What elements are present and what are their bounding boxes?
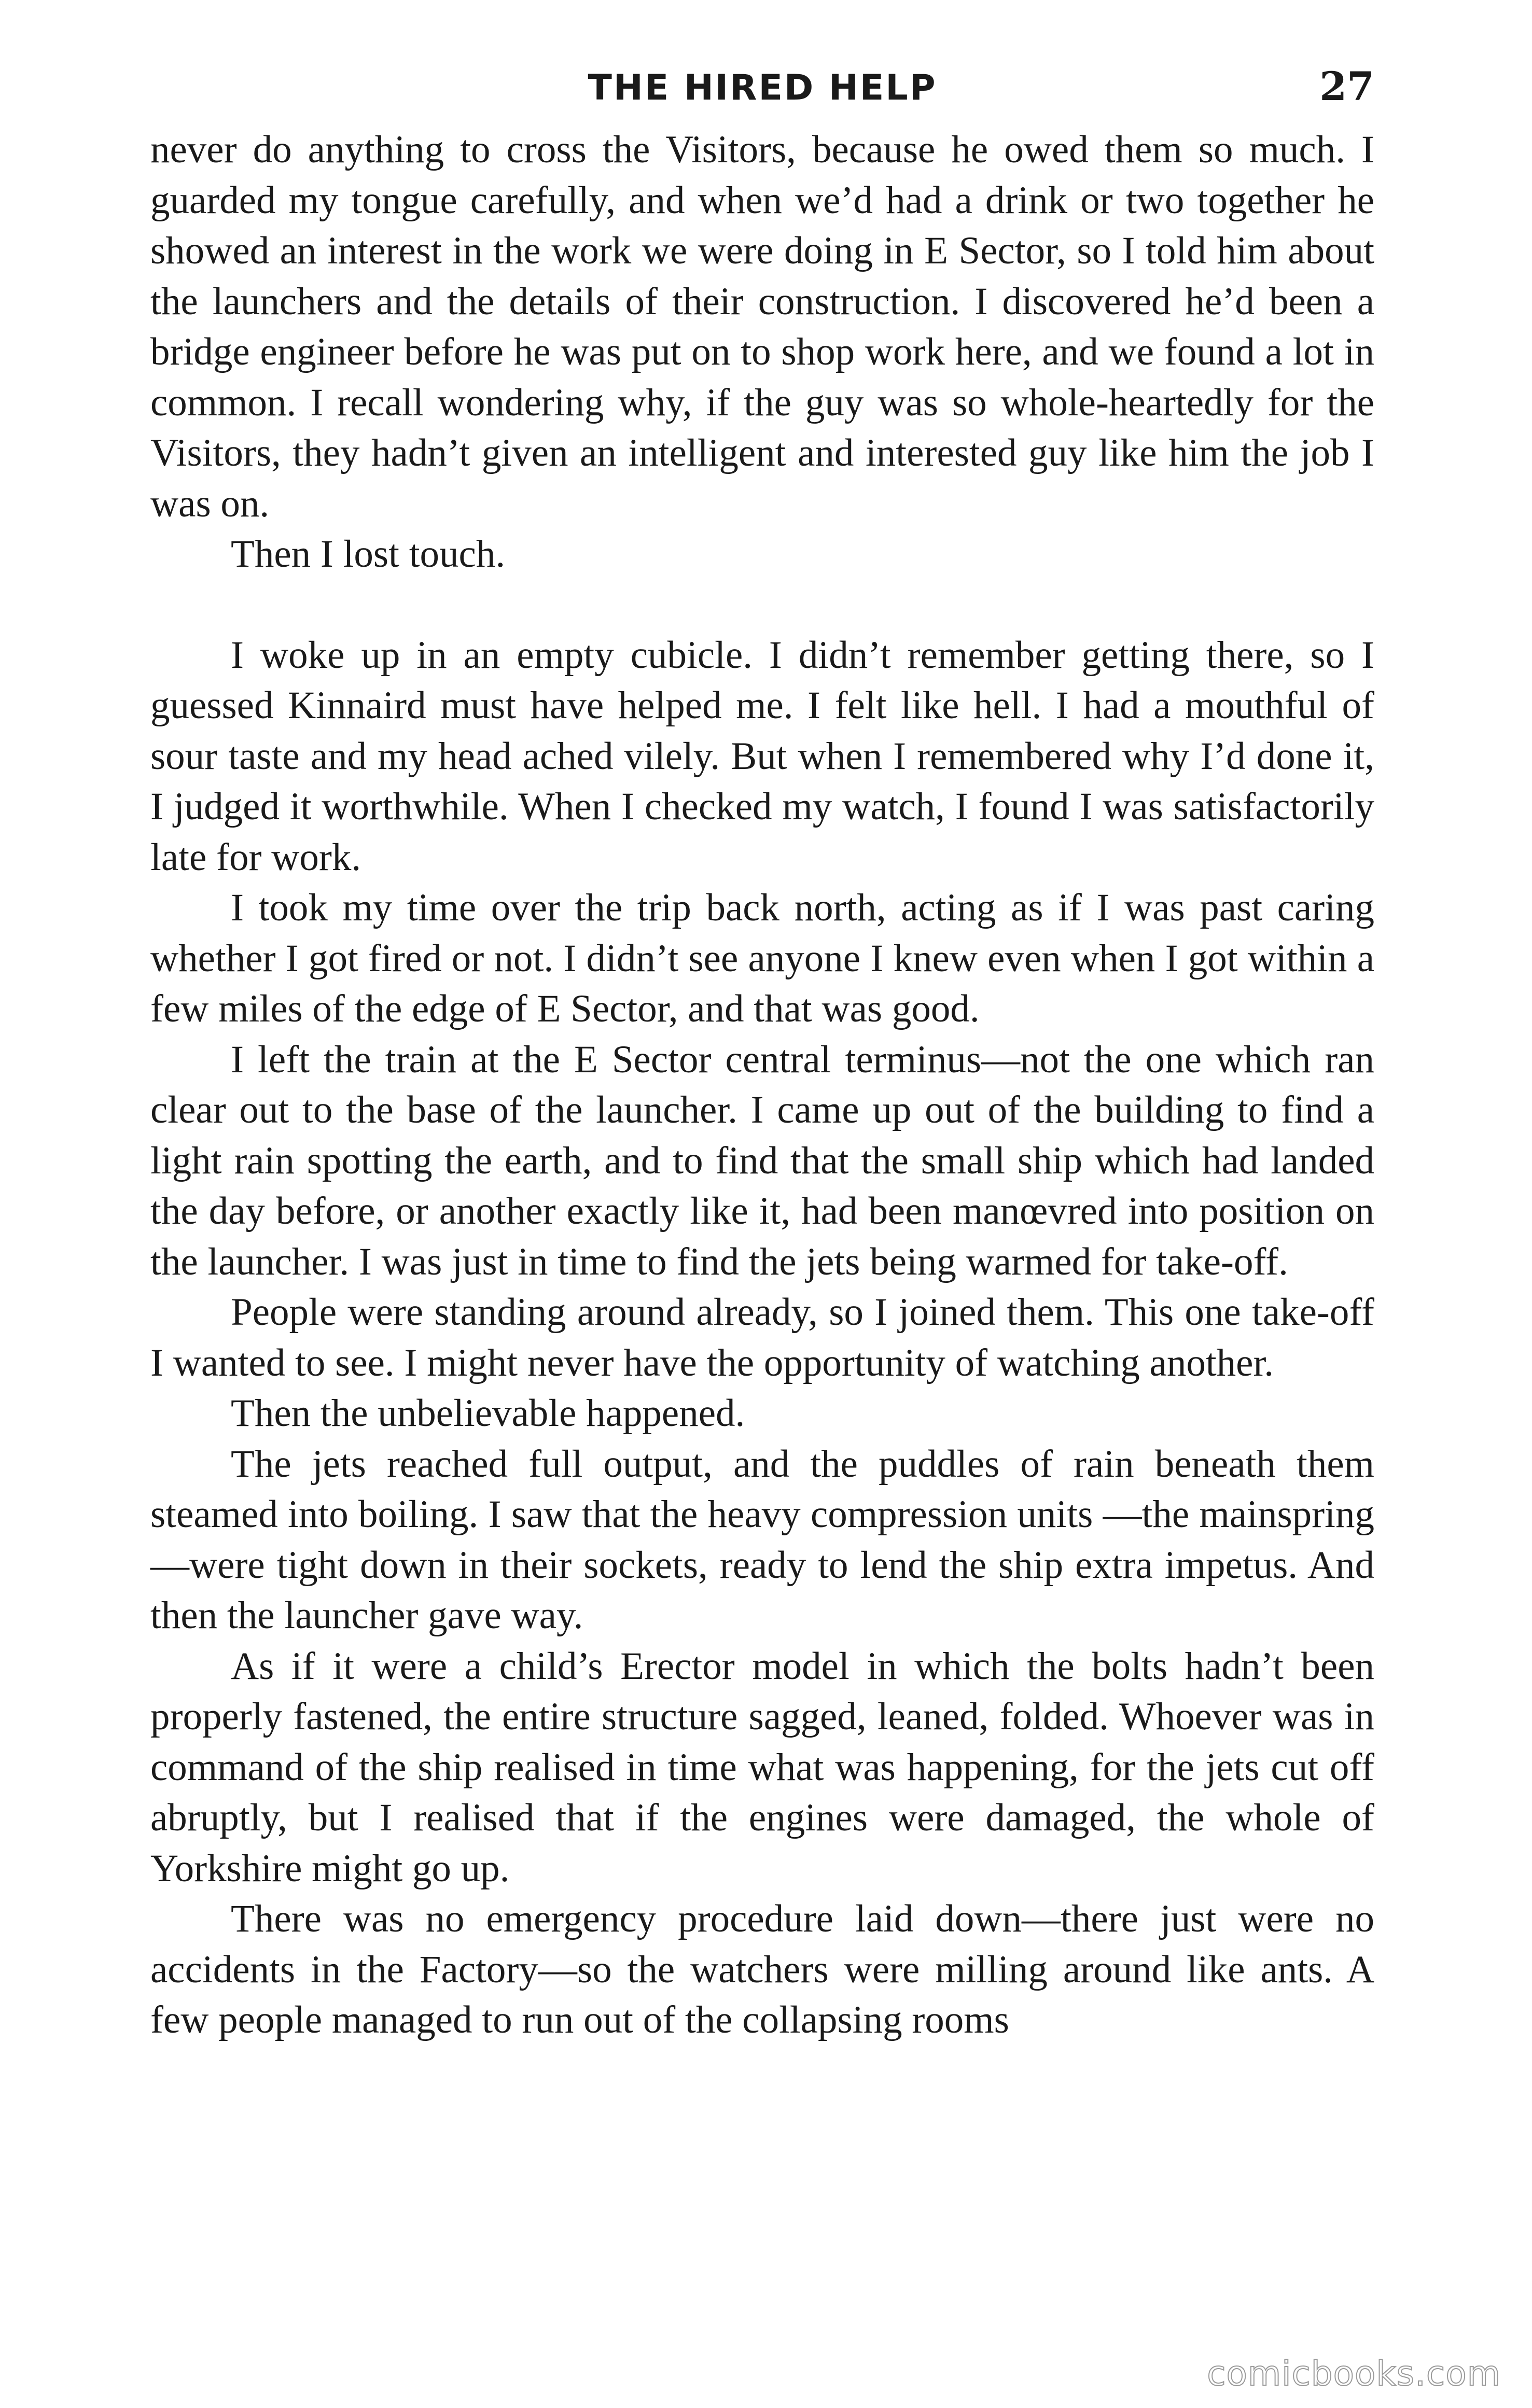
paragraph-3: I woke up in an empty cubicle. I didn’t remember getting there, so I guessed Kinnaird must have helped me. I felt like hell. I had a mouthful of sour taste and my head ached vilely. But when I remembered why I’d done it, I judged it worthwhile. When I checked my watch, I found I was satisfactorily late for work. <box>150 633 1374 879</box>
paragraph-7: Then the unbelievable happened. <box>231 1392 745 1435</box>
paragraph-4: I took my time over the trip back north, acting as if I was past caring whether I got fired or not. I didn’t see anyone I knew even when I got within a few miles of the edge of E Sector, and that was good. <box>150 886 1374 1030</box>
paragraph-1: never do anything to cross the Visitors, because he owed them so much. I guarded my tongue carefully, and when we’d had a drink or two together he showed an interest in the work we were doing in E Sector, so I told him about the launchers and the details of their construction. I discovered he’d been a bridge engineer before he was put on to shop work here, and we found a lot in common. I recall wondering why, if the guy was so whole-heartedly for the Visitors, they hadn’t given an intelligent and interested guy like him the job I was on. <box>150 128 1374 525</box>
running-title: THE HIRED HELP <box>588 67 937 108</box>
book-page <box>150 62 1374 2046</box>
running-header <box>150 62 1374 119</box>
paragraph-5: I left the train at the E Sector central terminus—not the one which ran clear out to the base of the launcher. I came up out of the building to find a light rain spotting the earth, and to find that the small ship which had landed the day before, or another exactly like it, had been manœvred into position on the launcher. I was just in time to find the jets being warmed for take-off. <box>150 1038 1374 1283</box>
paragraph-6: People were standing around already, so I joined them. This one take-off I wanted to see. I might never have the opportunity of watching another. <box>150 1291 1374 1384</box>
body-text <box>150 124 1374 2046</box>
paragraph-9: As if it were a child’s Erector model in which the bolts hadn’t been properly fastened, the entire structure sagged, leaned, folded. Whoever was in command of the ship realised in time what was happening, for the jets cut off abruptly, but I realised that if the engines were damaged, the whole of Yorkshire might go up. <box>150 1644 1374 1890</box>
paragraph-10: There was no emergency procedure laid down—there just were no accidents in the Factory—so the watchers were milling around like ants. A few people managed to run out of the collapsing rooms <box>150 1897 1374 2041</box>
paragraph-2: Then I lost touch. <box>231 533 506 576</box>
paragraph-8: The jets reached full output, and the puddles of rain beneath them steamed into boiling. I saw that the heavy compression units —the mainspring—were tight down in their sockets, ready to lend the ship extra impetus. And then the launcher gave way. <box>150 1442 1374 1637</box>
watermark: comicbooks.com <box>1207 2354 1501 2393</box>
page-number: 27 <box>1319 63 1374 109</box>
